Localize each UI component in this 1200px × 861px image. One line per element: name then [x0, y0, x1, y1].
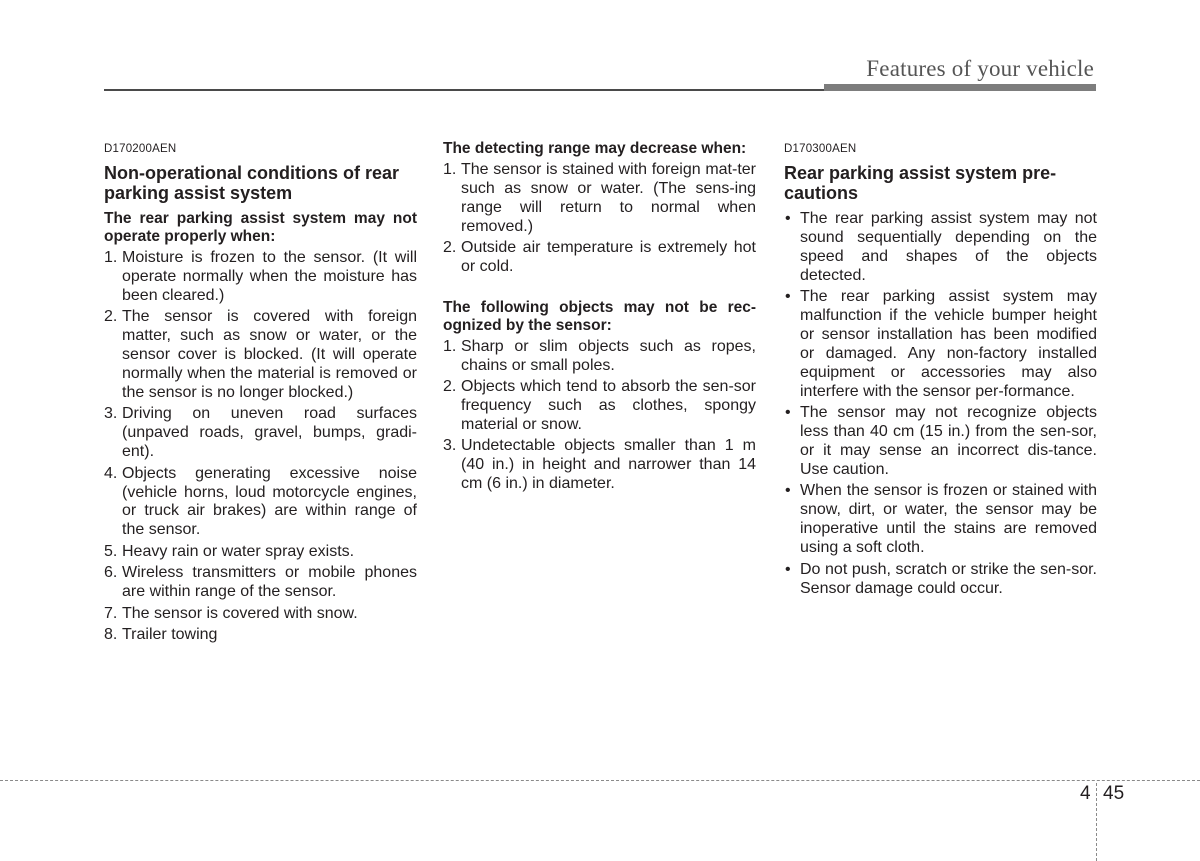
item-number: 2. — [443, 239, 457, 257]
item-text: The rear parking assist system may malfunction if the vehicle bumper height or sensor installation has been modified or damaged. Any non-factory installed equipment or accessories may also interfere with the sensor per-formance. — [800, 288, 1097, 400]
condition-list — [104, 249, 417, 645]
bullet-icon: • — [785, 209, 791, 227]
spacer — [443, 280, 756, 299]
section-code: D170300AEN — [784, 143, 857, 155]
list-item — [784, 404, 1097, 480]
list-item — [104, 605, 417, 624]
precautions-list — [784, 210, 1097, 599]
item-text: Objects which tend to absorb the sen-sor frequency such as clothes, spongy material or snow. — [461, 378, 756, 433]
item-number: 1. — [443, 337, 457, 355]
bullet-icon: • — [785, 482, 791, 500]
item-number: 2. — [104, 308, 118, 326]
item-text: Driving on uneven road surfaces (unpaved roads, gravel, bumps, gradi-ent). — [122, 405, 417, 461]
footer-dashed-rule — [0, 780, 1200, 781]
item-number: 3. — [104, 405, 118, 423]
header-rule-thick — [824, 84, 1096, 91]
item-number: 5. — [104, 542, 118, 560]
list-item — [104, 465, 417, 541]
column-left — [104, 140, 417, 648]
list-item — [443, 161, 756, 237]
item-text: Moisture is frozen to the sensor. (It will operate normally when the moisture has been cleared.) — [122, 248, 417, 304]
list-item — [784, 561, 1097, 599]
section-heading: Rear parking assist system pre-cautions — [784, 162, 1057, 203]
item-text: Outside air temperature is extremely hot or cold. — [461, 239, 756, 276]
list-item — [104, 543, 417, 562]
section-code: D170200AEN — [104, 143, 177, 155]
list-item — [104, 626, 417, 645]
list-item — [443, 378, 756, 435]
section-heading: Non-operational conditions of rear parking assist system — [104, 162, 400, 203]
item-text: Wireless transmitters or mobile phones are within range of the sensor. — [122, 564, 417, 601]
list-item — [104, 405, 417, 462]
list-item — [443, 239, 756, 277]
item-text: The sensor is stained with foreign mat-ter such as snow or water. (The sens-ing range will return to normal when removed.) — [461, 161, 756, 235]
item-number: 4. — [104, 464, 118, 482]
list-item — [784, 288, 1097, 401]
page-number: 45 — [1103, 783, 1125, 804]
item-number: 3. — [443, 437, 457, 455]
item-text: Trailer towing — [122, 626, 218, 644]
item-text: Heavy rain or water spray exists. — [122, 542, 355, 560]
item-number: 7. — [104, 604, 118, 622]
list-item — [443, 338, 756, 376]
item-text: The sensor is covered with foreign matter, such as snow or water, or the sensor cover is blocked. (It will operate normally when the material is removed or the sensor is no longer blocked.) — [122, 308, 417, 401]
chapter-number: 4 — [1080, 783, 1091, 804]
item-text: Do not push, scratch or strike the sen-sor. Sensor damage could occur. — [800, 560, 1097, 597]
item-number: 1. — [443, 161, 457, 178]
item-number: 6. — [104, 564, 118, 582]
list-item — [784, 210, 1097, 286]
list-item — [104, 564, 417, 602]
page-header-title: Features of your vehicle — [866, 56, 1094, 81]
item-text: The sensor may not recognize objects less than 40 cm (15 in.) from the sen-sor, or it may sense an incorrect dis-tance. Use caution. — [800, 404, 1097, 478]
header-rule-thin — [104, 89, 824, 91]
detecting-range-subheading: The detecting range may decrease when: — [443, 140, 747, 157]
item-number: 1. — [104, 248, 118, 266]
item-text: Undetectable objects smaller than 1 m (40 in.) in height and narrower than 14 cm (6 in.) in diameter. — [461, 437, 756, 493]
item-text: The rear parking assist system may not sound sequentially depending on the speed and shapes of the objects detected. — [800, 209, 1097, 284]
list-item — [784, 482, 1097, 558]
detecting-range-list — [443, 161, 756, 277]
bullet-icon: • — [785, 288, 791, 306]
list-item — [443, 437, 756, 494]
item-number: 8. — [104, 626, 118, 644]
item-text: The sensor is covered with snow. — [122, 604, 358, 622]
bullet-icon: • — [785, 404, 791, 422]
column-middle — [443, 140, 756, 497]
list-item — [104, 249, 417, 306]
bullet-icon: • — [785, 560, 791, 578]
item-text: When the sensor is frozen or stained with snow, dirt, or water, the sensor may be inoperative until the stains are removed using a soft cloth. — [800, 482, 1097, 557]
item-text: Objects generating excessive noise (vehicle horns, loud motorcycle engines, or truck air brakes) are within range of the sensor. — [122, 464, 417, 539]
section-subheading: The rear parking assist system may not operate properly when: — [104, 209, 417, 245]
unrecognized-objects-list — [443, 338, 756, 494]
item-number: 2. — [443, 378, 457, 396]
unrecognized-objects-subheading: The following objects may not be rec-ognized by the sensor: — [443, 298, 756, 334]
column-right — [784, 140, 1097, 601]
footer-dashed-divider — [1096, 783, 1097, 861]
list-item — [104, 308, 417, 403]
item-text: Sharp or slim objects such as ropes, chains or small poles. — [461, 337, 756, 374]
